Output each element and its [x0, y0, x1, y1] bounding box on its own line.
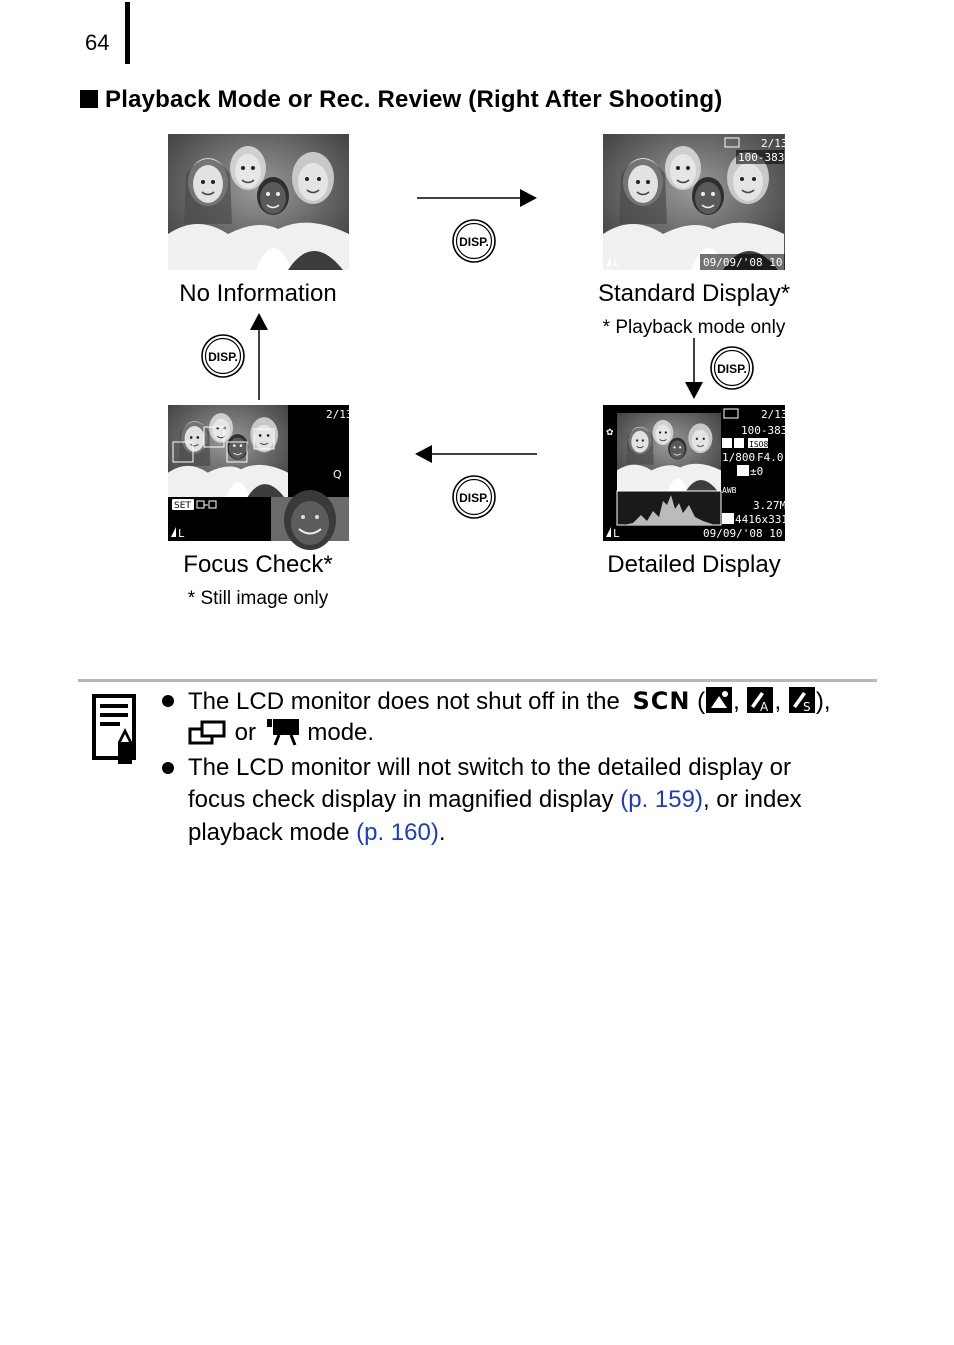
caption-standard-display: Standard Display* — [597, 280, 791, 307]
caption-detailed-display: Detailed Display — [607, 551, 781, 578]
svg-text:✿: ✿ — [606, 428, 614, 438]
link-page-159[interactable]: (p. 159) — [620, 786, 703, 813]
detailed-aperture: F4.0 — [757, 451, 784, 464]
detailed-iso: ISO80 — [749, 440, 774, 449]
scn-mode-icon: SCN — [632, 687, 691, 715]
link-page-160[interactable]: (p. 160) — [356, 819, 439, 846]
focus-counter: 2/13 — [326, 408, 353, 421]
section-title-text: Playback Mode or Rec. Review (Right After Shooting) — [105, 86, 723, 113]
svg-text:S: S — [802, 700, 811, 714]
arrow-up — [246, 310, 272, 402]
movie-mode-icon — [263, 717, 301, 745]
section-divider — [78, 679, 877, 682]
detailed-wb: AWB — [722, 486, 737, 495]
svg-text:A: A — [760, 700, 769, 714]
bullet-icon — [162, 695, 174, 707]
standard-counter: 2/13 — [761, 137, 788, 150]
color-accent-icon — [746, 686, 774, 714]
caption-focus-check: Focus Check* — [183, 551, 333, 578]
detailed-file-size: 3.27MB — [753, 499, 793, 512]
stitch-assist-icon — [188, 719, 228, 745]
color-swap-icon — [788, 686, 816, 714]
svg-text:DISP.: DISP. — [459, 235, 489, 249]
detailed-file-number: 100-3833 — [741, 424, 794, 437]
photo-standard-display — [603, 134, 803, 270]
note-bullet-1-line-2: or mode. — [188, 717, 374, 750]
note-playback-only: * Playback mode only — [602, 317, 786, 338]
svg-text:DISP.: DISP. — [459, 491, 489, 505]
detailed-counter: 2/13 — [761, 408, 788, 421]
svg-text:L: L — [178, 527, 185, 540]
disp-button-icon — [452, 219, 496, 263]
disp-button-icon — [710, 346, 754, 390]
note-still-image-only: * Still image only — [187, 588, 329, 609]
disp-button-icon — [201, 334, 245, 378]
svg-text:DISP.: DISP. — [717, 362, 747, 376]
detailed-shutter: 1/800 — [722, 451, 756, 464]
square-bullet-icon — [80, 90, 98, 108]
photo-focus-check — [168, 405, 353, 541]
note-bullet-2-line-2: focus check display in magnified display (p. 159), or index — [188, 786, 802, 813]
zoom-icon: Q — [333, 468, 342, 481]
memo-icon — [92, 694, 140, 766]
arrow-right — [410, 185, 540, 211]
section-title — [80, 86, 722, 114]
detailed-datetime: 09/09/'08 10:00 — [703, 527, 803, 540]
page-number-bar — [125, 2, 130, 64]
photo-detailed-display — [603, 405, 803, 541]
detailed-resolution: 4416x3312 — [735, 513, 795, 526]
arrow-down — [681, 336, 707, 402]
svg-text:DISP.: DISP. — [208, 350, 238, 364]
set-label: SET — [174, 501, 191, 511]
note-bullet-2-line-1: The LCD monitor will not switch to the detailed display or — [188, 754, 791, 781]
standard-file-number: 100-3833 — [738, 151, 791, 164]
svg-text:L: L — [613, 256, 620, 269]
standard-datetime: 09/09/'08 10:00 — [703, 256, 803, 269]
svg-text:L: L — [613, 527, 620, 540]
note-bullet-1-line-1: The LCD monitor does not shut off in the SCN ( , A , S ), — [188, 687, 831, 715]
photo-no-information — [168, 134, 349, 270]
disp-button-icon — [452, 475, 496, 519]
page-number: 64 — [85, 30, 110, 55]
arrow-left — [410, 441, 540, 467]
detailed-exposure: ±0 — [750, 465, 764, 478]
caption-no-information: No Information — [179, 280, 337, 307]
bullet-icon — [162, 762, 174, 774]
snow-mode-icon — [705, 686, 733, 714]
note-bullet-2-line-3: playback mode (p. 160). — [188, 819, 446, 846]
